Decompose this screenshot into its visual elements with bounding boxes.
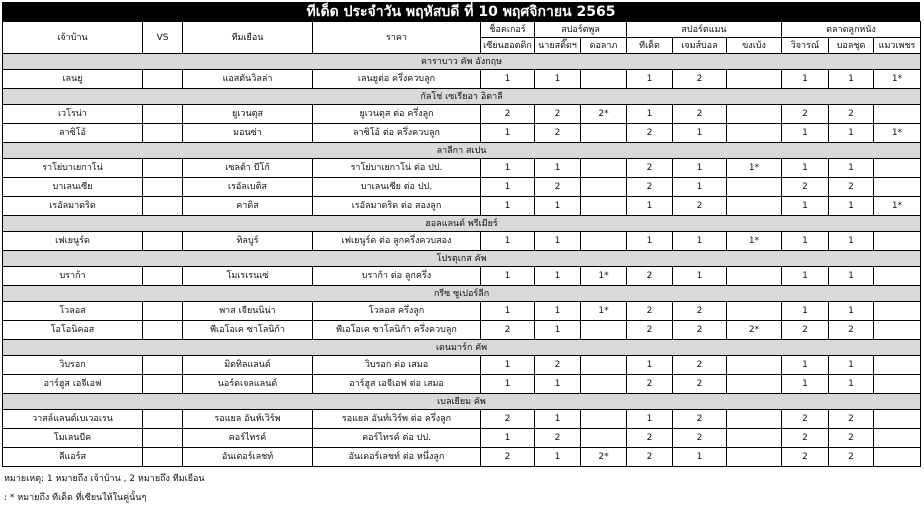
pick-cell: 2 (627, 321, 673, 340)
vs-cell (143, 178, 183, 197)
header-away: ทีมเยือน (183, 22, 313, 54)
pick-cell: 1 (535, 267, 581, 286)
pick-cell: 2 (782, 105, 829, 124)
price-cell: บาเลนเซีย ต่อ ปป. (313, 178, 481, 197)
away-team: มิดทิลแลนด์ (183, 356, 313, 375)
pick-cell: 1 (535, 70, 581, 89)
pick-cell: 2 (627, 429, 673, 448)
pick-cell: 2 (627, 267, 673, 286)
league-name: กรีซ ซูเปอร์ลีก (3, 286, 921, 302)
pick-cell (581, 197, 627, 216)
away-team: พาส เจียนนิน่า (183, 302, 313, 321)
league-row (3, 54, 921, 70)
pick-cell: 2 (627, 375, 673, 394)
pick-cell: 1 (782, 70, 829, 89)
price-cell: เรอัลมาดริด ต่อ สองลูก (313, 197, 481, 216)
pick-cell: 1 (829, 267, 874, 286)
header-tipster: แมวเพชร (874, 38, 921, 54)
pick-cell (727, 267, 782, 286)
pick-cell: 1 (535, 159, 581, 178)
vs-cell (143, 70, 183, 89)
away-team: ทิลบูร์ (183, 232, 313, 251)
away-team: รอแยล อันท์เวิร์พ (183, 410, 313, 429)
price-cell: ยูเวนตุส ต่อ ครึ่งลูก (313, 105, 481, 124)
pick-cell: 2 (627, 448, 673, 467)
away-team: แอสตันวิลล่า (183, 70, 313, 89)
pick-cell: 1 (829, 70, 874, 89)
vs-cell (143, 410, 183, 429)
pick-cell: 1 (535, 448, 581, 467)
pick-cell: 1 (535, 410, 581, 429)
price-cell: โวลอส ครึ่งลูก (313, 302, 481, 321)
pick-cell: 1 (673, 267, 727, 286)
vs-cell (143, 429, 183, 448)
league-name: เดนมาร์ก คัพ (3, 340, 921, 356)
match-row (3, 375, 921, 394)
pick-cell (874, 429, 921, 448)
pick-cell: 1 (782, 356, 829, 375)
vs-cell (143, 267, 183, 286)
pick-cell (581, 70, 627, 89)
pick-cell (874, 178, 921, 197)
pick-cell: 2 (673, 197, 727, 216)
pick-cell (581, 124, 627, 143)
away-team: เรอัลเบติส (183, 178, 313, 197)
pick-cell: 2 (627, 124, 673, 143)
vs-cell (143, 124, 183, 143)
pick-cell: 1 (829, 232, 874, 251)
pick-cell (581, 375, 627, 394)
pick-cell: 2 (481, 321, 535, 340)
pick-cell: 1 (829, 124, 874, 143)
pick-cell (727, 302, 782, 321)
league-name: กัลโช่ เซเรียอา อิตาลี (3, 89, 921, 105)
pick-cell: 2* (581, 105, 627, 124)
pick-cell: 1 (782, 124, 829, 143)
pick-cell (727, 429, 782, 448)
pick-cell: 2 (627, 178, 673, 197)
pick-cell: 2 (829, 321, 874, 340)
pick-cell: 2 (535, 124, 581, 143)
pick-cell: 1 (829, 197, 874, 216)
price-cell: รอแยล อันท์เวิร์พ ต่อ ครึ่งลูก (313, 410, 481, 429)
home-team: ราโย่บาเยกาโน่ (3, 159, 143, 178)
vs-cell (143, 302, 183, 321)
pick-cell: 2 (627, 302, 673, 321)
header-tipster: ขงเบ้ง (727, 38, 782, 54)
tips-body (3, 54, 921, 467)
pick-cell: 1 (782, 267, 829, 286)
pick-cell (727, 448, 782, 467)
match-row (3, 124, 921, 143)
pick-cell: 2 (782, 178, 829, 197)
pick-cell: 2 (782, 448, 829, 467)
pick-cell (727, 410, 782, 429)
pick-cell: 1 (535, 302, 581, 321)
away-team: พีเอโอเค ซาโลนิก้า (183, 321, 313, 340)
home-team: เรอัลมาดริด (3, 197, 143, 216)
pick-cell (581, 178, 627, 197)
pick-cell: 1 (627, 410, 673, 429)
header-group-sportpool: สปอร์ตพูล (535, 22, 627, 38)
league-row (3, 89, 921, 105)
pick-cell (874, 105, 921, 124)
match-row (3, 321, 921, 340)
away-team: เซลต้า บีโก้ (183, 159, 313, 178)
pick-cell (727, 178, 782, 197)
pick-cell: 1 (481, 197, 535, 216)
vs-cell (143, 159, 183, 178)
price-cell: ราโย่บาเยกาโน่ ต่อ ปป. (313, 159, 481, 178)
price-cell: บราก้า ต่อ ลูกครึ่ง (313, 267, 481, 286)
home-team: โอโอนิคอส (3, 321, 143, 340)
pick-cell: 1 (673, 159, 727, 178)
pick-cell: 2 (481, 410, 535, 429)
pick-cell: 1* (581, 267, 627, 286)
pick-cell (874, 267, 921, 286)
away-team: นอร์ดเจลแลนด์ (183, 375, 313, 394)
note-line: หมายเหตุ: 1 หมายถึง เจ้าบ้าน , 2 หมายถึง ทีมเยือน (4, 474, 205, 484)
header-group-market: ตลาดลูกหนัง (782, 22, 921, 38)
price-cell: อาร์ฮูส เอจีเอฟ ต่อ เสมอ (313, 375, 481, 394)
vs-cell (143, 356, 183, 375)
pick-cell (581, 429, 627, 448)
pick-cell: 2 (782, 429, 829, 448)
pick-cell: 2 (535, 178, 581, 197)
league-row (3, 216, 921, 232)
pick-cell: 2 (829, 429, 874, 448)
pick-cell: 2 (673, 375, 727, 394)
pick-cell: 1 (535, 197, 581, 216)
price-cell: อันเดอร์เลชท์ ต่อ หนึ่งลูก (313, 448, 481, 467)
header-tipster: วิจารณ์ (782, 38, 829, 54)
away-team: คอร์ไทรค์ (183, 429, 313, 448)
pick-cell: 1 (481, 124, 535, 143)
match-row (3, 105, 921, 124)
header-tipster: ทีเด็ด (627, 38, 673, 54)
away-team: ยูเวนตุส (183, 105, 313, 124)
header-tipster: นายสติ๊ดฯ (535, 38, 581, 54)
home-team: วิบรอก (3, 356, 143, 375)
pick-cell: 1 (627, 105, 673, 124)
pick-cell (727, 356, 782, 375)
pick-cell (874, 448, 921, 467)
pick-cell: 1 (673, 178, 727, 197)
pick-cell: 1* (874, 70, 921, 89)
pick-cell: 1 (627, 232, 673, 251)
pick-cell: 1 (673, 124, 727, 143)
pick-cell (874, 410, 921, 429)
pick-cell: 1 (481, 232, 535, 251)
pick-cell: 1 (535, 232, 581, 251)
pick-cell: 2 (535, 105, 581, 124)
pick-cell: 2 (829, 410, 874, 429)
price-cell: คอร์ไทรค์ ต่อ ปป. (313, 429, 481, 448)
home-team: ลาซิโอ้ (3, 124, 143, 143)
pick-cell: 2 (673, 429, 727, 448)
pick-cell: 1* (727, 159, 782, 178)
header-vs: VS (143, 22, 183, 54)
pick-cell: 1 (673, 232, 727, 251)
notes (2, 470, 920, 508)
pick-cell (874, 375, 921, 394)
league-row (3, 286, 921, 302)
sheet-title: ทีเด็ด ประจำวัน พฤหัสบดี ที่ 10 พฤศจิกายน 2565 (2, 2, 920, 21)
pick-cell: 2 (782, 410, 829, 429)
pick-cell: 1 (481, 302, 535, 321)
home-team: เวโรน่า (3, 105, 143, 124)
pick-cell: 2 (481, 448, 535, 467)
vs-cell (143, 375, 183, 394)
price-cell: เฟเยนูร์ด ต่อ ลูกครึ่งควบสอง (313, 232, 481, 251)
pick-cell (581, 159, 627, 178)
pick-cell (874, 356, 921, 375)
away-team: คาดิส (183, 197, 313, 216)
league-name: เบลเยียม คัพ (3, 394, 921, 410)
pick-cell (581, 410, 627, 429)
pick-cell (727, 70, 782, 89)
pick-cell: 2* (727, 321, 782, 340)
price-cell: วิบรอก ต่อ เสมอ (313, 356, 481, 375)
pick-cell: 2 (673, 70, 727, 89)
pick-cell (874, 302, 921, 321)
pick-cell: 1 (782, 375, 829, 394)
pick-cell: 2 (673, 321, 727, 340)
vs-cell (143, 105, 183, 124)
pick-cell: 1 (829, 375, 874, 394)
pick-cell: 1 (535, 375, 581, 394)
header-tipster: บอลชุด (829, 38, 874, 54)
pick-cell: 1 (627, 197, 673, 216)
pick-cell: 1* (874, 197, 921, 216)
pick-cell (727, 375, 782, 394)
pick-cell (874, 159, 921, 178)
home-team: อาร์ฮูส เอจีเอฟ (3, 375, 143, 394)
pick-cell: 1 (627, 356, 673, 375)
pick-cell: 2 (673, 356, 727, 375)
header-tipster: ดอลาภ (581, 38, 627, 54)
header-home: เจ้าบ้าน (3, 22, 143, 54)
pick-cell: 1 (829, 356, 874, 375)
pick-cell: 1 (782, 159, 829, 178)
match-row (3, 302, 921, 321)
away-team: โมเรเรนเซ่ (183, 267, 313, 286)
pick-cell: 1 (481, 429, 535, 448)
pick-cell: 1 (782, 232, 829, 251)
pick-cell: 2 (782, 321, 829, 340)
league-row (3, 251, 921, 267)
price-cell: พีเอโอเค ซาโลนิก้า ครึ่งควบลูก (313, 321, 481, 340)
home-team: บาเลนเซีย (3, 178, 143, 197)
pick-cell: 2 (673, 105, 727, 124)
pick-cell (727, 105, 782, 124)
pick-cell: 1 (481, 178, 535, 197)
match-row (3, 267, 921, 286)
home-team: บราก้า (3, 267, 143, 286)
league-name: คาราบาว คัพ อังกฤษ (3, 54, 921, 70)
pick-cell: 1 (535, 321, 581, 340)
home-team: วาสล์แลนด์เบเวอเรน (3, 410, 143, 429)
match-row (3, 178, 921, 197)
league-row (3, 394, 921, 410)
league-row (3, 143, 921, 159)
pick-cell (581, 321, 627, 340)
pick-cell: 2 (627, 159, 673, 178)
vs-cell (143, 321, 183, 340)
pick-cell: 2 (673, 302, 727, 321)
tips-table (2, 21, 921, 467)
pick-cell: 2 (535, 356, 581, 375)
pick-cell: 1 (673, 448, 727, 467)
pick-cell: 1 (481, 356, 535, 375)
header-group-sportman: สปอร์ตแมน (627, 22, 782, 38)
home-team: โมเลนบีค (3, 429, 143, 448)
pick-cell: 1 (481, 70, 535, 89)
pick-cell: 1 (481, 375, 535, 394)
price-cell: เลนยูต่อ ครึ่งควบลูก (313, 70, 481, 89)
pick-cell: 1 (481, 267, 535, 286)
pick-cell: 1 (829, 302, 874, 321)
header-price: ราคา (313, 22, 481, 54)
match-row (3, 197, 921, 216)
pick-cell: 2 (481, 105, 535, 124)
pick-cell (581, 356, 627, 375)
home-team: เฟเยนูร์ด (3, 232, 143, 251)
match-row (3, 448, 921, 467)
pick-cell: 1 (782, 197, 829, 216)
pick-cell: 1 (829, 159, 874, 178)
league-name: ลาลีกา สเปน (3, 143, 921, 159)
pick-cell: 1* (581, 302, 627, 321)
league-row (3, 340, 921, 356)
header-group-soccer: ช็อคเกอร์ (481, 22, 535, 38)
tips-sheet (2, 2, 920, 508)
match-row (3, 232, 921, 251)
header-tipster: เซียนฮอตดิก (481, 38, 535, 54)
pick-cell (874, 232, 921, 251)
home-team: โวลอส (3, 302, 143, 321)
pick-cell (874, 321, 921, 340)
home-team: ลีแอร์ส (3, 448, 143, 467)
pick-cell: 2 (673, 410, 727, 429)
match-row (3, 356, 921, 375)
pick-cell: 1 (627, 70, 673, 89)
vs-cell (143, 448, 183, 467)
pick-cell: 1* (874, 124, 921, 143)
pick-cell: 1 (782, 302, 829, 321)
pick-cell: 2* (581, 448, 627, 467)
pick-cell: 1 (481, 159, 535, 178)
match-row (3, 70, 921, 89)
pick-cell: 1* (727, 232, 782, 251)
match-row (3, 429, 921, 448)
pick-cell: 2 (535, 429, 581, 448)
pick-cell (581, 232, 627, 251)
pick-cell: 2 (829, 105, 874, 124)
match-row (3, 159, 921, 178)
vs-cell (143, 197, 183, 216)
header-tipster: เจมส์บอล (673, 38, 727, 54)
league-name: โปรตุเกส คัพ (3, 251, 921, 267)
away-team: อันเดอร์เลชท์ (183, 448, 313, 467)
price-cell: ลาซิโอ้ ต่อ ครึ่งควบลูก (313, 124, 481, 143)
match-row (3, 410, 921, 429)
pick-cell (727, 124, 782, 143)
home-team: เลนยู (3, 70, 143, 89)
pick-cell (727, 197, 782, 216)
league-name: ฮอลแลนด์ พรีเมียร์ (3, 216, 921, 232)
away-team: มอนซ่า (183, 124, 313, 143)
pick-cell: 2 (829, 178, 874, 197)
pick-cell: 2 (829, 448, 874, 467)
note-line: : * หมายถึง ทีเด็ด ที่เซียนให้ในคู่นั้นๆ (4, 493, 147, 503)
vs-cell (143, 232, 183, 251)
